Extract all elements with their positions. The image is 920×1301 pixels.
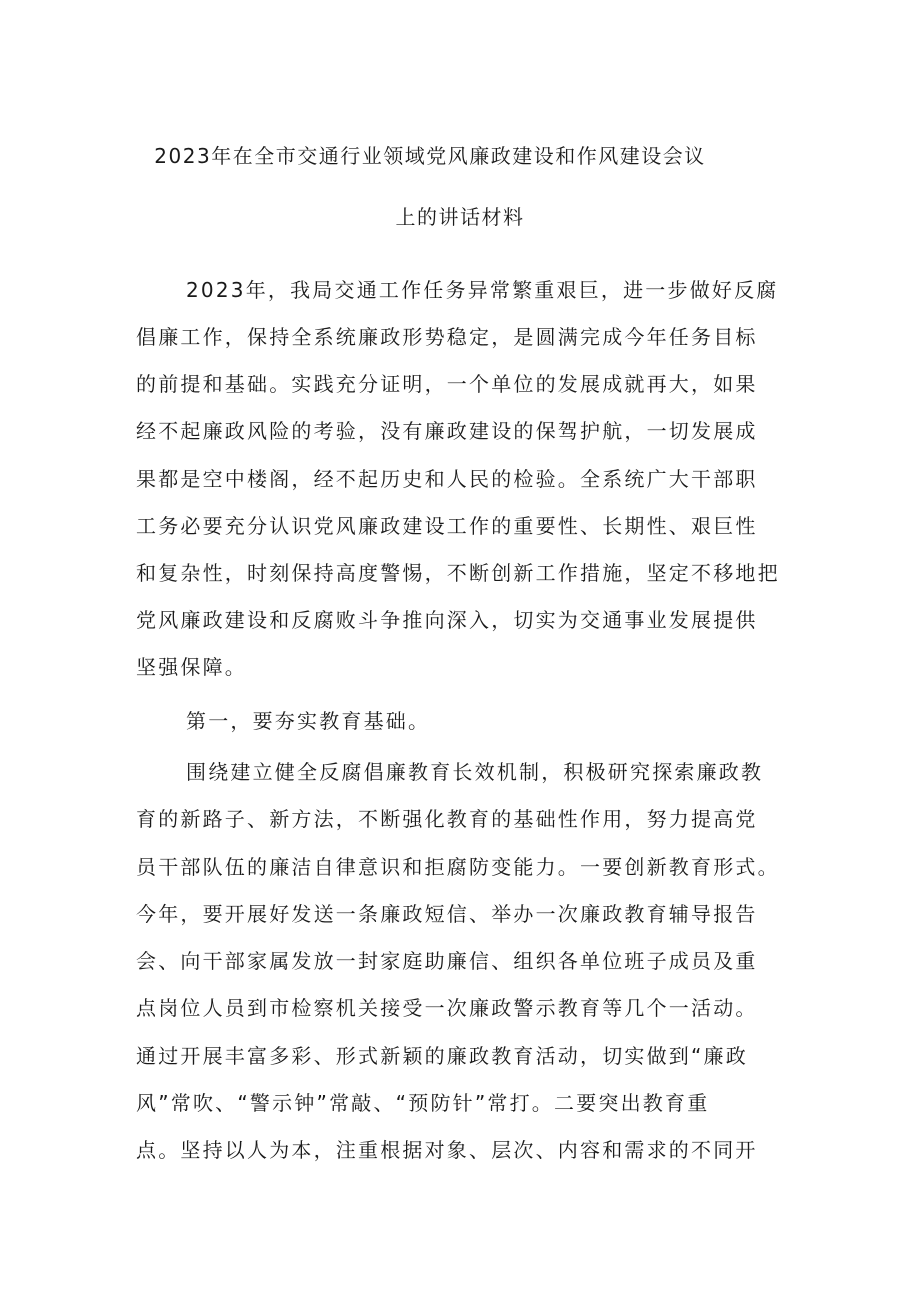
paragraph-2-line-1: 围绕建立健全反腐倡廉教育长效机制，积极研究探索廉政教 <box>186 760 764 784</box>
paragraph-2-line-3: 员干部队伍的廉洁自律意识和拒腐防变能力。一要创新教育形式。 <box>136 855 780 879</box>
paragraph-1-line-9: 坚强保障。 <box>136 655 247 679</box>
paragraph-2-line-4: 今年，要开展好发送一条廉政短信、举办一次廉政教育辅导报告 <box>136 902 758 926</box>
paragraph-2-line-7: 通过开展丰富多彩、形式新颖的廉政教育活动，切实做到“廉政 <box>136 1044 748 1068</box>
document-title-line-1: 2023年在全市交通行业领域党风廉政建设和作风建设会议 <box>154 144 706 168</box>
paragraph-1-line-6: 工务必要充分认识党风廉政建设工作的重要性、长期性、艰巨性 <box>136 514 758 538</box>
paragraph-2-line-2: 育的新路子、新方法，不断强化教育的基础性作用，努力提高党 <box>136 807 758 831</box>
paragraph-1-line-2: 倡廉工作，保持全系统廉政形势稳定，是圆满完成今年任务目标 <box>136 325 758 349</box>
paragraph-2-line-8: 风”常吹、“警示钟”常敲、“预防针”常打。二要突出教育重 <box>136 1091 710 1115</box>
paragraph-1-line-7: 和复杂性，时刻保持高度警惕，不断创新工作措施，坚定不移地把 <box>136 561 780 585</box>
paragraph-1-line-1: 2023年，我局交通工作任务异常繁重艰巨，进一步做好反腐 <box>186 278 779 302</box>
paragraph-2-line-9: 点。坚持以人为本，注重根据对象、层次、内容和需求的不同开 <box>136 1138 758 1162</box>
paragraph-1-line-8: 党风廉政建设和反腐败斗争推向深入，切实为交通事业发展提供 <box>136 608 758 632</box>
section-heading-1: 第一，要夯实教育基础。 <box>186 709 431 733</box>
paragraph-2-line-6: 点岗位人员到市检察机关接受一次廉政警示教育等几个一活动。 <box>136 996 758 1020</box>
paragraph-1-line-4: 经不起廉政风险的考验，没有廉政建设的保驾护航，一切发展成 <box>136 419 758 443</box>
paragraph-1-line-5: 果都是空中楼阁，经不起历史和人民的检验。全系统广大干部职 <box>136 467 758 491</box>
document-title-line-2: 上的讲话材料 <box>395 205 525 229</box>
paragraph-1-line-3: 的前提和基础。实践充分证明，一个单位的发展成就再大，如果 <box>136 372 758 396</box>
paragraph-2-line-5: 会、向干部家属发放一封家庭助廉信、组织各单位班子成员及重 <box>136 949 758 973</box>
